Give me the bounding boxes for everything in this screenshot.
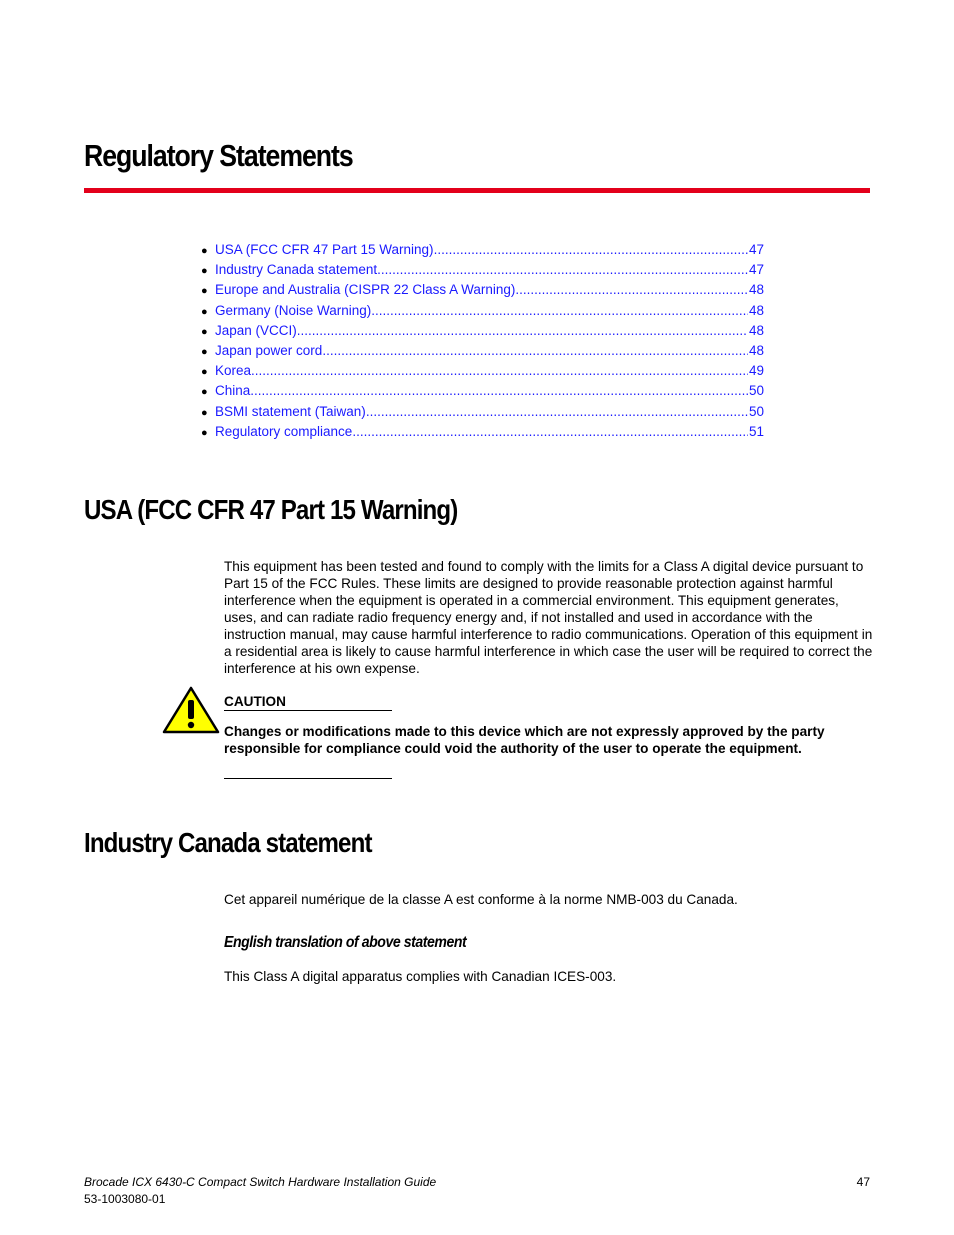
toc-page[interactable]: 50 (748, 383, 764, 399)
canada-section-paragraph: Cet appareil numérique de la classe A est conforme à la norme NMB-003 du Canada. (224, 892, 738, 907)
footer-document-info (84, 1174, 436, 1208)
bullet-icon: ● (201, 245, 208, 257)
toc-link[interactable]: Japan (VCCI) (215, 322, 297, 338)
toc-page[interactable]: 50 (748, 403, 764, 419)
bullet-icon: ● (201, 285, 208, 298)
toc-item[interactable] (201, 240, 764, 260)
toc-page[interactable]: 51 (748, 423, 764, 439)
toc-item[interactable] (201, 361, 764, 381)
toc-page[interactable]: 47 (748, 262, 764, 278)
toc-leader (251, 361, 748, 381)
toc-item[interactable] (201, 260, 764, 280)
bullet-icon: ● (201, 345, 208, 358)
warning-triangle-icon (162, 686, 220, 734)
translation-paragraph: This Class A digital apparatus complies with Canadian ICES-003. (224, 969, 617, 984)
toc-link[interactable]: Europe and Australia (CISPR 22 Class A Warning) (215, 282, 516, 298)
toc-leader (371, 301, 748, 321)
toc-leader (515, 280, 748, 300)
footer-page-number: 47 (856, 1175, 870, 1189)
caution-label: CAUTION (224, 693, 392, 711)
bullet-icon: ● (201, 265, 208, 278)
chapter-title: Regulatory Statements (84, 138, 353, 173)
usa-section-paragraph: This equipment has been tested and found to comply with the limits for a Class A digital device pursuant to Part 15 of the FCC Rules. These limits are designed to provide reasonable protection against harmful interference when the equipment is operated in a commercial environment. This equipment generates, uses, and can radiate radio frequency energy and, if not installed and used in accordance with the instruction manual, may cause harmful interference to radio communications. Operation of this equipment in a residential area is likely to cause harmful interference in which case the user will be required to correct the interference at his own expense. (224, 559, 873, 676)
bullet-icon: ● (201, 305, 208, 318)
bullet-icon: ● (201, 386, 208, 399)
toc-link[interactable]: Korea (215, 363, 252, 379)
toc-leader (352, 422, 748, 442)
chapter-rule (84, 188, 870, 193)
toc-page[interactable]: 48 (748, 322, 764, 338)
toc-link[interactable]: China (215, 383, 251, 399)
caution-divider (224, 778, 392, 779)
bullet-icon: ● (201, 426, 208, 439)
toc-leader (434, 240, 748, 260)
toc-link[interactable]: Japan power cord (215, 342, 323, 358)
toc-link[interactable]: Germany (Noise Warning) (215, 302, 372, 318)
footer-document-number: 53-1003080-01 (84, 1192, 166, 1206)
toc-page[interactable]: 49 (748, 363, 764, 379)
toc-leader (250, 381, 748, 401)
toc-item[interactable] (201, 280, 764, 300)
toc-link[interactable]: BSMI statement (Taiwan) (215, 403, 366, 419)
bullet-icon: ● (201, 366, 208, 379)
toc-item[interactable] (201, 301, 764, 321)
toc-item[interactable] (201, 381, 764, 401)
toc-page[interactable]: 48 (748, 302, 764, 318)
toc-leader (377, 260, 748, 280)
toc-page[interactable]: 47 (748, 242, 764, 257)
toc-leader (297, 321, 748, 341)
translation-subheading: English translation of above statement (224, 934, 467, 951)
toc-page[interactable]: 48 (748, 342, 764, 358)
canada-section-heading: Industry Canada statement (84, 827, 372, 858)
bullet-icon: ● (201, 406, 208, 419)
toc-link[interactable]: Industry Canada statement (215, 262, 378, 278)
toc-page[interactable]: 48 (748, 282, 764, 298)
toc-leader (322, 341, 748, 361)
usa-section-heading: USA (FCC CFR 47 Part 15 Warning) (84, 494, 458, 525)
caution-text: Changes or modifications made to this device which are not expressly approved by the party responsible for compliance could void the authority of the user to operate the equipment. (224, 724, 825, 756)
table-of-contents (201, 240, 764, 442)
toc-leader (366, 402, 748, 422)
footer-document-title: Brocade ICX 6430-C Compact Switch Hardware Installation Guide (84, 1175, 437, 1189)
bullet-icon: ● (201, 325, 208, 338)
toc-item[interactable] (201, 402, 764, 422)
toc-item[interactable] (201, 321, 764, 341)
toc-link[interactable]: USA (FCC CFR 47 Part 15 Warning) (215, 242, 434, 257)
toc-item[interactable] (201, 341, 764, 361)
toc-item[interactable] (201, 422, 764, 442)
toc-link[interactable]: Regulatory compliance (215, 423, 353, 439)
